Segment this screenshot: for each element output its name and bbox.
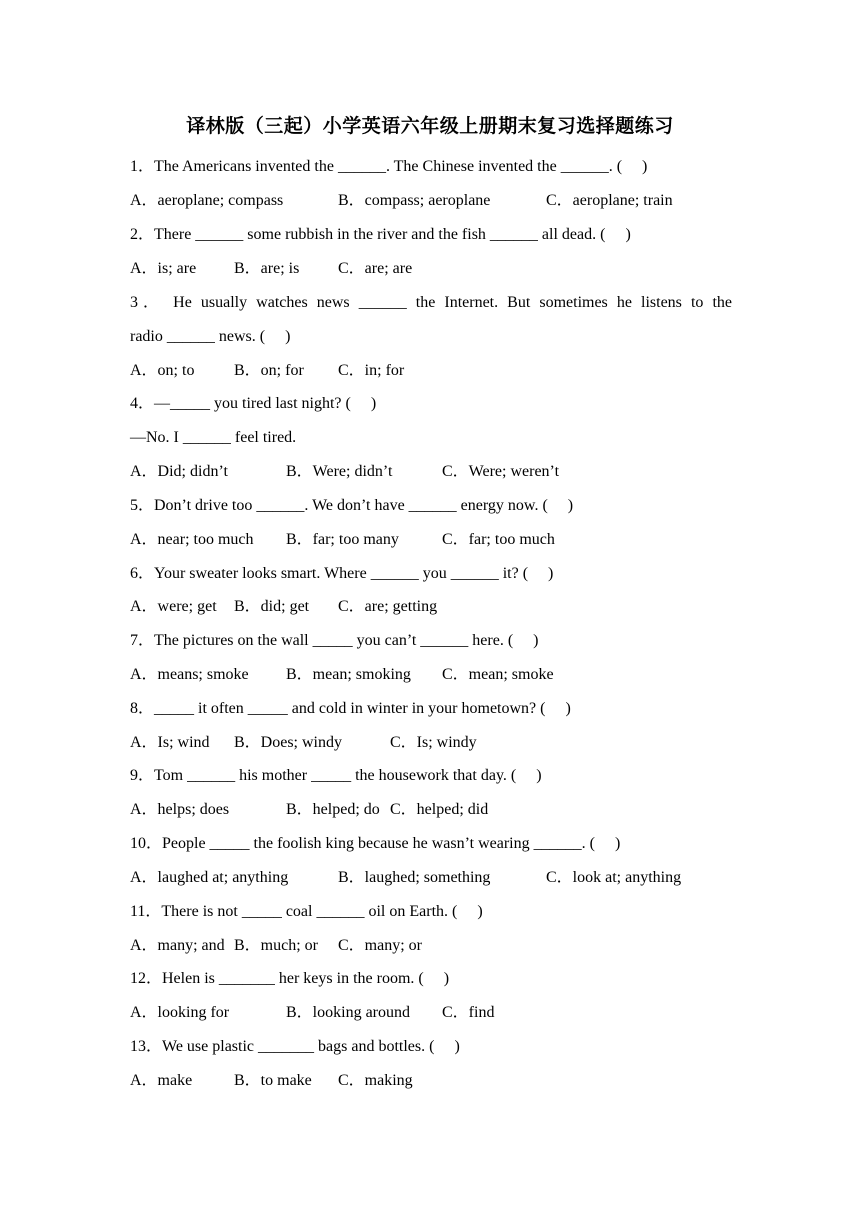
q5-option-b: B．far; too many	[286, 531, 399, 548]
q3-option-b: B．on; for	[234, 362, 304, 379]
question-12: 12．Helen is _______ her keys in the room. ( )	[130, 970, 450, 987]
question-8: 8．_____ it often _____ and cold in winter in your hometown? ( )	[130, 700, 571, 717]
q7-option-a: A．means; smoke	[130, 666, 249, 683]
q3-option-c: C．in; for	[338, 362, 405, 379]
q9-option-c: C．helped; did	[390, 801, 489, 818]
q1-option-a: A．aeroplane; compass	[130, 192, 284, 209]
page-title: 译林版（三起）小学英语六年级上册期末复习选择题练习	[186, 115, 674, 137]
question-5: 5．Don’t drive too ______. We don’t have ______ energy now. ( )	[130, 497, 574, 514]
q9-option-b: B．helped; do	[286, 801, 380, 818]
q10-option-b: B．laughed; something	[338, 869, 491, 886]
q7-option-b: B．mean; smoking	[286, 666, 411, 683]
question-9: 9．Tom ______ his mother _____ the housework that day. ( )	[130, 767, 542, 784]
question-7: 7．The pictures on the wall _____ you can’t ______ here. ( )	[130, 632, 539, 649]
question-4-line-1: 4．—_____ you tired last night? ( )	[130, 395, 377, 412]
q4-option-b: B．Were; didn’t	[286, 463, 393, 480]
question-6: 6．Your sweater looks smart. Where ______ you ______ it? ( )	[130, 565, 554, 582]
q4-option-c: C．Were; weren’t	[442, 463, 560, 480]
q12-option-a: A．looking for	[130, 1004, 230, 1021]
question-11: 11．There is not _____ coal ______ oil on Earth. ( )	[130, 903, 483, 920]
q12-option-b: B．looking around	[286, 1004, 410, 1021]
q2-option-b: B．are; is	[234, 260, 300, 277]
question-10: 10．People _____ the foolish king because he wasn’t wearing ______. ( )	[130, 835, 621, 852]
question-1: 1．The Americans invented the ______. The Chinese invented the ______. ( )	[130, 158, 648, 175]
question-13: 13．We use plastic _______ bags and bottles. ( )	[130, 1038, 460, 1055]
q6-option-a: A．were; get	[130, 598, 217, 615]
question-3-line-2: radio ______ news. ( )	[130, 328, 291, 345]
q1-option-c: C．aeroplane; train	[546, 192, 673, 209]
q5-option-a: A．near; too much	[130, 531, 254, 548]
q13-option-a: A．make	[130, 1072, 193, 1089]
question-4-line-2: —No. I ______ feel tired.	[130, 429, 297, 446]
q11-option-b: B．much; or	[234, 937, 318, 954]
q13-option-c: C．making	[338, 1072, 413, 1089]
q1-option-b: B．compass; aeroplane	[338, 192, 491, 209]
q5-option-c: C．far; too much	[442, 531, 555, 548]
q7-option-c: C．mean; smoke	[442, 666, 554, 683]
q6-option-c: C．are; getting	[338, 598, 438, 615]
q12-option-c: C．find	[442, 1004, 495, 1021]
q9-option-a: A．helps; does	[130, 801, 230, 818]
q3-option-a: A．on; to	[130, 362, 195, 379]
q6-option-b: B．did; get	[234, 598, 310, 615]
question-3-line-1: 3． He usually watches news ______ the Internet. But sometimes he listens to the	[130, 294, 732, 311]
q8-option-a: A．Is; wind	[130, 734, 210, 751]
q13-option-b: B．to make	[234, 1072, 312, 1089]
q11-option-a: A．many; and	[130, 937, 225, 954]
q4-option-a: A．Did; didn’t	[130, 463, 228, 480]
q10-option-a: A．laughed at; anything	[130, 869, 289, 886]
question-2: 2．There ______ some rubbish in the river and the fish ______ all dead. ( )	[130, 226, 631, 243]
q8-option-c: C．Is; windy	[390, 734, 477, 751]
q2-option-a: A．is; are	[130, 260, 197, 277]
q8-option-b: B．Does; windy	[234, 734, 343, 751]
q10-option-c: C．look at; anything	[546, 869, 682, 886]
q11-option-c: C．many; or	[338, 937, 422, 954]
q2-option-c: C．are; are	[338, 260, 413, 277]
